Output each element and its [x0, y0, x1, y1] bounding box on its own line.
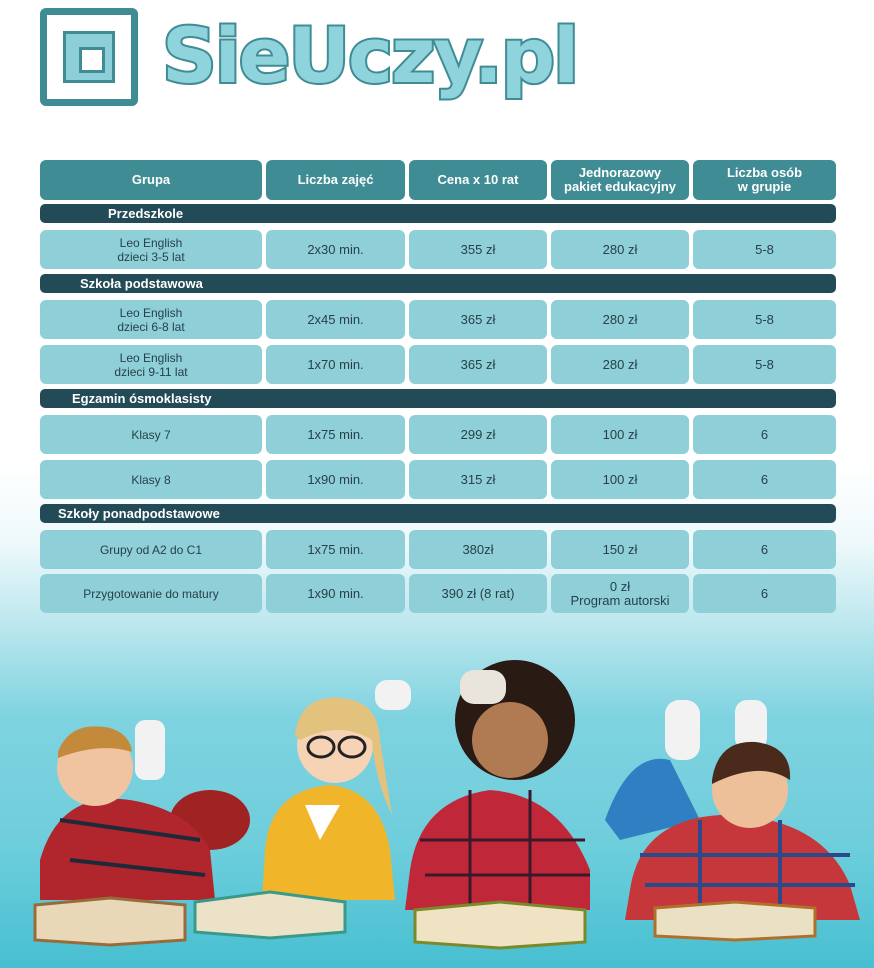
child-2	[262, 680, 411, 900]
cell-liczba-osob: 6	[693, 415, 836, 454]
cell-liczba-osob: 6	[693, 574, 836, 613]
section-header	[40, 274, 836, 293]
cell-grupa: Grupy od A2 do C1	[40, 530, 262, 569]
cell-liczba-zajec: 1x90 min.	[266, 574, 405, 613]
cell-liczba-osob: 6	[693, 530, 836, 569]
brand-name: SieUczy.pl	[162, 11, 578, 100]
cell-grupa: Przygotowanie do matury	[40, 574, 262, 613]
cell-liczba-zajec: 2x30 min.	[266, 230, 405, 269]
cell-cena: 355 zł	[409, 230, 547, 269]
cell-grupa: Leo English dzieci 6-8 lat	[40, 300, 262, 339]
section-title: Szkoła podstawowa	[80, 276, 203, 291]
cell-liczba-osob: 5-8	[693, 345, 836, 384]
cell-liczba-osob: 6	[693, 460, 836, 499]
cell-liczba-zajec: 1x90 min.	[266, 460, 405, 499]
cell-pakiet: 280 zł	[551, 345, 689, 384]
section-header	[40, 389, 836, 408]
cell-pakiet: 0 zł Program autorski	[551, 574, 689, 613]
children-reading-photo	[0, 640, 874, 968]
cell-pakiet: 150 zł	[551, 530, 689, 569]
cell-pakiet: 100 zł	[551, 460, 689, 499]
cell-cena: 365 zł	[409, 345, 547, 384]
header-grupa: Grupa	[40, 160, 262, 200]
cell-cena: 390 zł (8 rat)	[409, 574, 547, 613]
section-title: Przedszkole	[108, 206, 184, 221]
cell-grupa: Klasy 7	[40, 415, 262, 454]
cell-liczba-zajec: 1x75 min.	[266, 530, 405, 569]
cell-pakiet: 280 zł	[551, 300, 689, 339]
cell-grupa: Leo English dzieci 3-5 lat	[40, 230, 262, 269]
section-title: Egzamin ósmoklasisty	[72, 391, 212, 406]
cell-cena: 380zł	[409, 530, 547, 569]
cell-pakiet: 100 zł	[551, 415, 689, 454]
header-pakiet: Jednorazowy pakiet edukacyjny	[551, 160, 689, 200]
cell-liczba-zajec: 2x45 min.	[266, 300, 405, 339]
section-title: Szkoły ponadpodstawowe	[58, 506, 220, 521]
child-3	[405, 660, 590, 910]
cell-grupa: Leo English dzieci 9-11 lat	[40, 345, 262, 384]
header-liczba-zajec: Liczba zajęć	[266, 160, 405, 200]
cell-pakiet: 280 zł	[551, 230, 689, 269]
cell-liczba-osob: 5-8	[693, 230, 836, 269]
section-header	[40, 204, 836, 223]
child-4	[605, 700, 860, 920]
cell-liczba-zajec: 1x70 min.	[266, 345, 405, 384]
cell-cena: 299 zł	[409, 415, 547, 454]
header-liczba-osob: Liczba osób w grupie	[693, 160, 836, 200]
cell-cena: 365 zł	[409, 300, 547, 339]
cell-grupa: Klasy 8	[40, 460, 262, 499]
logo-icon	[40, 8, 138, 106]
cell-liczba-osob: 5-8	[693, 300, 836, 339]
cell-liczba-zajec: 1x75 min.	[266, 415, 405, 454]
section-header	[40, 504, 836, 523]
header-cena: Cena x 10 rat	[409, 160, 547, 200]
cell-cena: 315 zł	[409, 460, 547, 499]
